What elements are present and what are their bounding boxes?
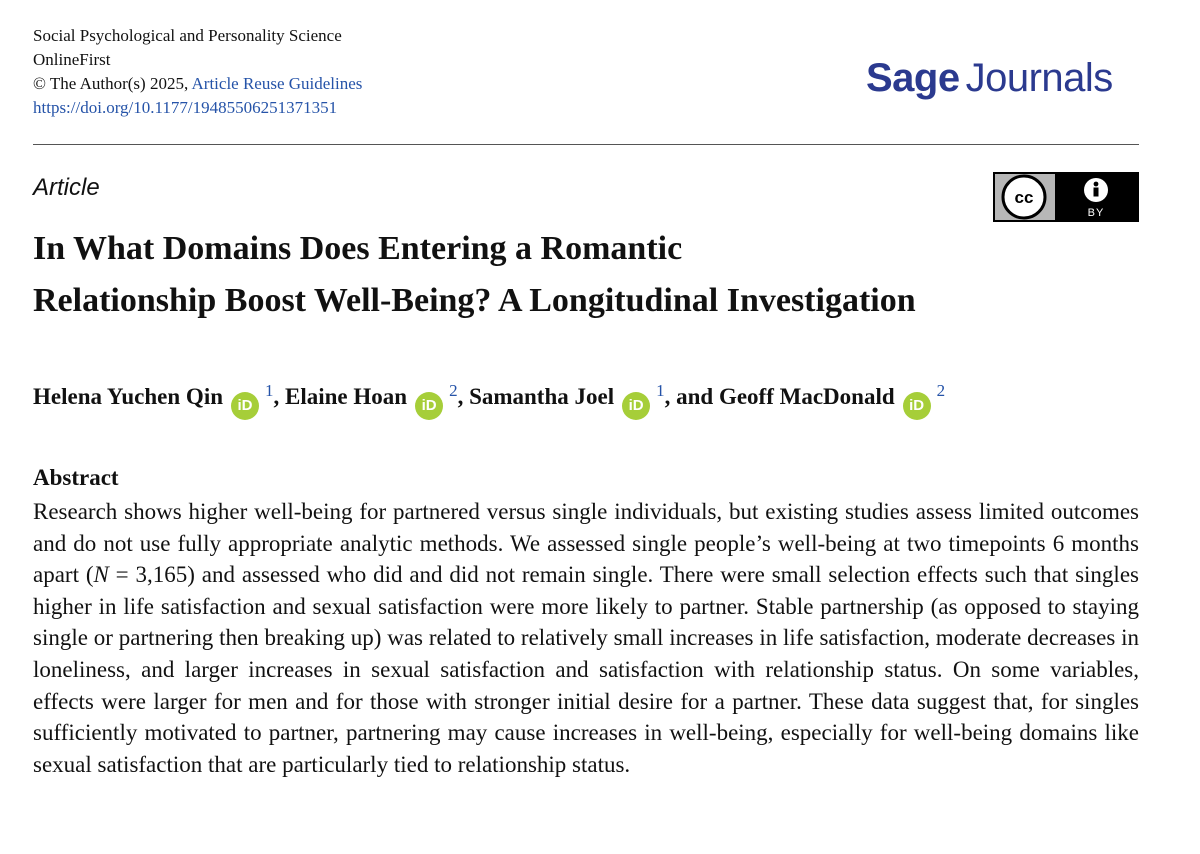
article-type: Article [33,174,100,201]
brand-sage: Sage [866,56,960,100]
affiliation-marker[interactable]: 1 [656,381,665,400]
affiliation-marker[interactable]: 1 [265,381,274,400]
author-separator: , [457,384,470,409]
author-name[interactable]: Helena Yuchen Qin [33,384,223,409]
header-divider [33,144,1139,145]
title-line-1: In What Domains Does Entering a Romantic [33,230,683,267]
author-separator: , and [664,384,719,409]
copyright-line [33,72,362,96]
abstract-heading: Abstract [33,465,119,490]
by-label: BY [1055,206,1137,220]
affiliation-marker[interactable]: 2 [449,381,458,400]
brand-journals: Journals [965,56,1113,100]
orcid-icon[interactable]: iD [903,392,931,420]
publication-status: OnlineFirst [33,50,111,69]
reuse-guidelines-link[interactable]: Article Reuse Guidelines [191,74,363,93]
sample-size-symbol: N [93,562,109,588]
person-icon-head [1094,182,1099,187]
author-name[interactable]: Samantha Joel [469,384,615,409]
affiliation-marker[interactable]: 2 [936,381,946,400]
cc-text: cc [1014,188,1034,207]
abstract-body [33,496,1139,780]
person-icon-body [1094,188,1099,197]
orcid-icon[interactable]: iD [231,392,259,420]
author-name[interactable]: Elaine Hoan [285,384,408,409]
title-line-2: Relationship Boost Well-Being? A Longitudinal Investigation [33,282,916,319]
orcid-icon[interactable]: iD [622,392,650,420]
article-metadata [33,24,362,120]
cc-by-license-badge[interactable] [993,172,1139,222]
article-title [33,223,1143,327]
abstract-text-part-1: Research shows higher well-being for partnered versus single individuals, but existing studies assess limited outcomes and do not use fully appropriate analytic methods. We assessed single people’s well-being at two timepoints 6 months apart ( [33,499,1139,588]
copyright-text: © The Author(s) 2025, [33,74,192,93]
orcid-icon[interactable]: iD [415,392,443,420]
doi-link[interactable]: https://doi.org/10.1177/19485506251371351 [33,98,338,117]
author-list [33,376,945,420]
sage-journals-logo[interactable] [866,56,1113,101]
journal-name: Social Psychological and Personality Science [33,26,342,45]
author-name[interactable]: Geoff MacDonald [718,384,895,409]
abstract-text-part-2: = 3,165) and assessed who did and did not remain single. There were small selection effects such that singles higher in life satisfaction and sexual satisfaction were more likely to partner. Stable partnership (as opposed to staying single or partnering then breaking up) was related to relatively small increases in life satisfaction, moderate decreases in loneliness, and larger increases in sexual satisfaction and satisfaction with relationship status. On some variables, effects were larger for men and for those with stronger initial desire for a partner. These data suggest that, for singles sufficiently motivated to partner, partnering may cause increases in well-being, especially for well-being domains like sexual satisfaction that are particularly tied to relationship status. [33,562,1139,777]
author-separator: , [273,384,285,409]
